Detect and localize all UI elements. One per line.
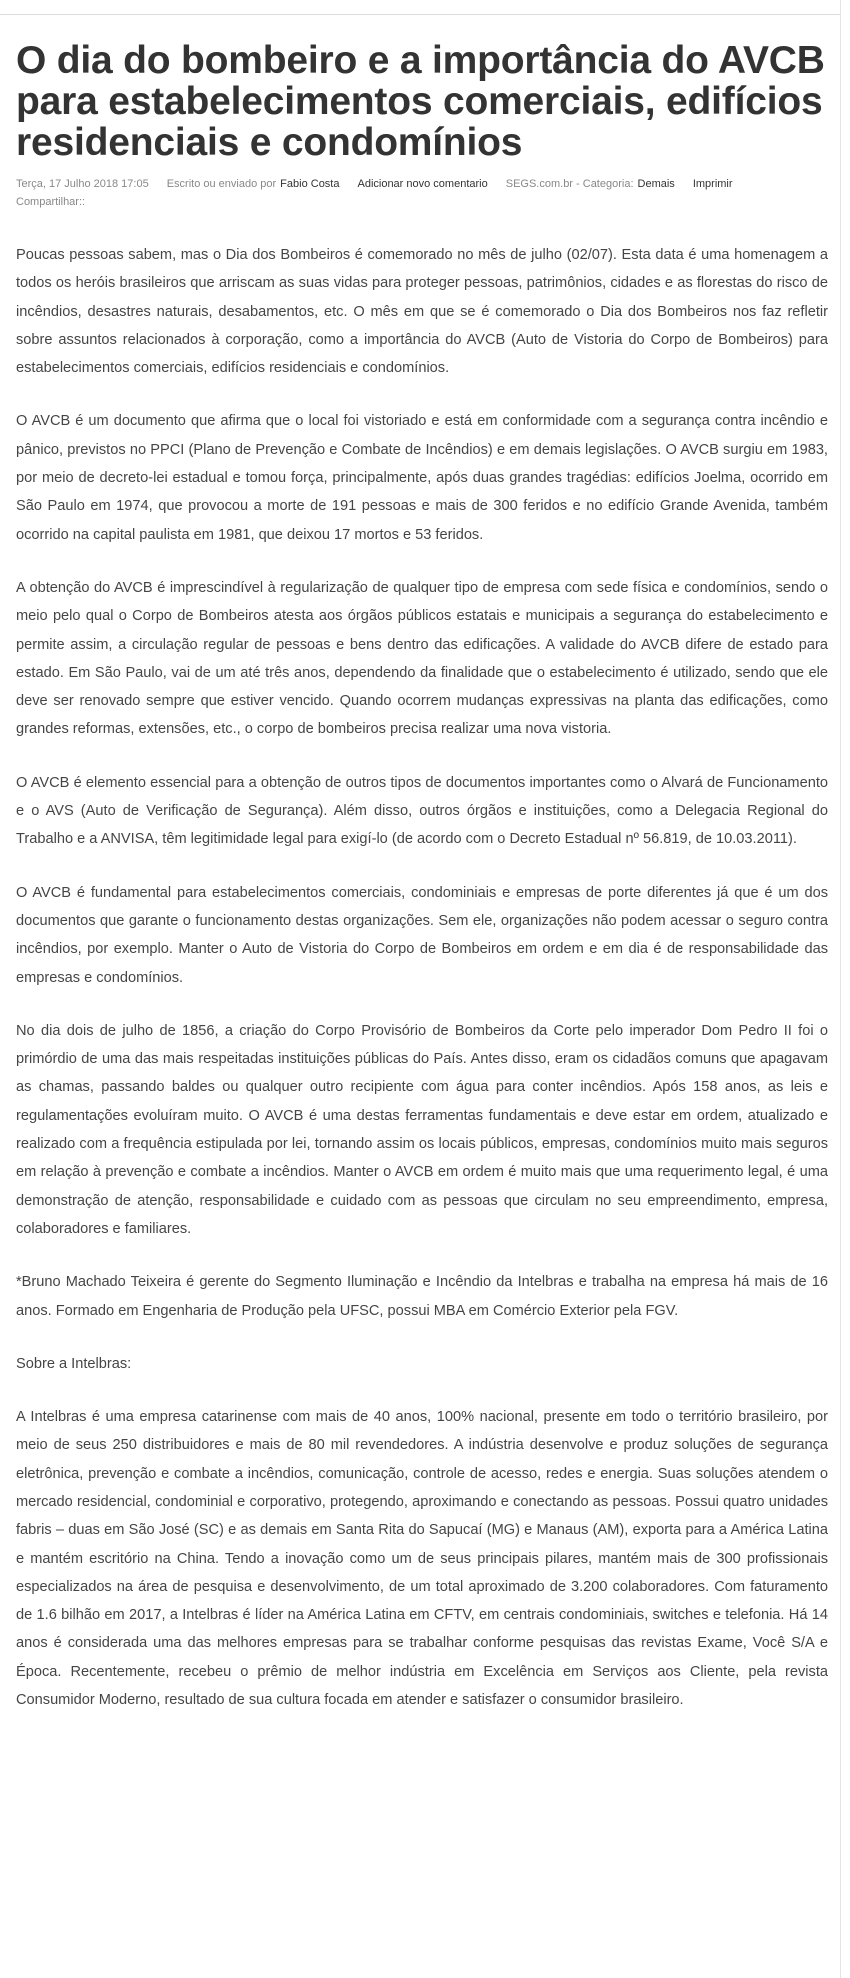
- article-meta: [16, 175, 828, 211]
- paragraph: Poucas pessoas sabem, mas o Dia dos Bombeiros é comemorado no mês de julho (02/07). Esta data é uma homenagem a todos os heróis brasileiros que arriscam as suas vidas para proteger pessoas, patrimônios, cidades e as florestas do risco de incêndios, desastres naturais, desabamentos, etc. O mês em que se é comemorado o Dia dos Bombeiros nos faz refletir sobre assuntos relacionados à corporação, como a importância do AVCB (Auto de Vistoria do Corpo de Bombeiros) para estabelecimentos comerciais, edifícios residenciais e condomínios.: [16, 247, 828, 377]
- meta-date: Terça, 17 Julho 2018 17:05: [16, 178, 149, 190]
- add-comment-link[interactable]: Adicionar novo comentario: [357, 178, 488, 190]
- meta-line-2: [16, 193, 828, 211]
- author-bio: *Bruno Machado Teixeira é gerente do Segmento Iluminação e Incêndio da Intelbras e trabalha na empresa há mais de 16 anos. Formado em Engenharia de Produção pela UFSC, possui MBA em Comércio Exterior pela FGV.: [16, 1274, 828, 1319]
- right-divider: [840, 0, 841, 1978]
- paragraph: A Intelbras é uma empresa catarinense com mais de 40 anos, 100% nacional, presente em todo o território brasileiro, por meio de seus 250 distribuidores e mais de 80 mil revendedores. A indústria desenvolve e produz soluções de segurança eletrônica, prevenção e combate a incêndios, comunicação, controle de acesso, redes e energia. Suas soluções atendem o mercado residencial, condominial e corporativo, protegendo, aproximando e conectando as pessoas. Possui quatro unidades fabris – duas em São José (SC) e as demais em Santa Rita do Sapucaí (MG) e Manaus (AM), exporta para a América Latina e mantém escritório na China. Tendo a inovação como um de seus principais pilares, mantém mais de 300 profissionais especializados na área de pesquisa e desenvolvimento, de um total aproximado de 3.200 colaboradores. Com faturamento de 1.6 bilhão em 2017, a Intelbras é líder na América Latina em CFTV, em centrais condominiais, switches e telefonia. Há 14 anos é considerada uma das melhores empresas para se trabalhar conforme pesquisas das revistas Exame, Você S/A e Época. Recentemente, recebeu o prêmio de melhor indústria em Excelência em Serviços aos Cliente, pela revista Consumidor Moderno, resultado de sua cultura focada em atender e satisfazer o consumidor brasileiro.: [16, 1409, 828, 1709]
- meta-site-category-label: SEGS.com.br - Categoria:: [505, 178, 634, 190]
- top-divider: [0, 0, 841, 15]
- print-link[interactable]: Imprimir: [692, 178, 733, 190]
- paragraph: O AVCB é elemento essencial para a obtenção de outros tipos de documentos importantes como o Alvará de Funcionamento e o AVS (Auto de Verificação de Segurança). Além disso, outros órgãos e instituições, como a Delegacia Regional do Trabalho e a ANVISA, têm legitimidade legal para exigí-lo (de acordo com o Decreto Estadual nº 56.819, de 10.03.2011).: [16, 774, 828, 848]
- about-heading: Sobre a Intelbras:: [16, 1355, 132, 1372]
- paragraph: A obtenção do AVCB é imprescindível à regularização de qualquer tipo de empresa com sede física e condomínios, sendo o meio pelo qual o Corpo de Bombeiros atesta aos órgãos públicos estatais e municipais a segurança do estabelecimento e permite assim, a circulação regular de pessoas e bens dentro das edificações. A validade do AVCB difere de estado para estado. Em São Paulo, vai de um até três anos, dependendo da finalidade que o estabelecimento é utilizado, sendo que ele deve ser renovado sempre que estiver vencido. Quando ocorrem mudanças expressivas na planta das edificações, como grandes reformas, extensões, etc., o corpo de bombeiros precisa realizar uma nova vistoria.: [16, 579, 828, 738]
- meta-line-1: [16, 175, 828, 193]
- paragraph: O AVCB é um documento que afirma que o local foi vistoriado e está em conformidade com a segurança contra incêndio e pânico, previstos no PPCI (Plano de Prevenção e Combate de Incêndios) e em demais legislações. O AVCB surgiu em 1983, por meio de decreto-lei estadual e tomou força, principalmente, após duas grandes tragédias: edifícios Joelma, ocorrido em São Paulo em 1974, que provocou a morte de 191 pessoas e mais de 300 feridos e no edifício Grande Avenida, também ocorrido na capital paulista em 1981, que deixou 17 mortos e 53 feridos.: [16, 413, 828, 543]
- article-title: O dia do bombeiro e a importância do AVCB para estabelecimentos comerciais, edifícios residenciais e condomínios: [16, 39, 825, 164]
- article: [16, 40, 828, 1739]
- share-label[interactable]: Compartilhar::: [16, 196, 86, 208]
- author-link[interactable]: Fabio Costa: [280, 178, 340, 190]
- paragraph: O AVCB é fundamental para estabelecimentos comerciais, condominiais e empresas de porte diferentes já que é um dos documentos que garante o funcionamento destas organizações. Sem ele, organizações não podem acessar o seguro contra incêndios, por exemplo. Manter o Auto de Vistoria do Corpo de Bombeiros em ordem e em dia é de responsabilidade das empresas e condomínios.: [16, 884, 828, 986]
- category-link[interactable]: Demais: [637, 178, 675, 190]
- meta-written-by-label: Escrito ou enviado por: [166, 178, 277, 190]
- paragraph: No dia dois de julho de 1856, a criação do Corpo Provisório de Bombeiros da Corte pelo imperador Dom Pedro II foi o primórdio de uma das mais respeitadas instituições públicas do País. Antes disso, eram os cidadãos comuns que apagavam as chamas, passando baldes ou qualquer outro recipiente com água para conter incêndios. Após 158 anos, as leis e regulamentações evoluíram muito. O AVCB é uma destas ferramentas fundamentais e deve estar em ordem, atualizado e realizado com a frequência estipulada por lei, tornando assim os locais públicos, empresas, condomínios muito mais seguros em relação à prevenção e combate a incêndios. Manter o AVCB em ordem é muito mais que uma requerimento legal, é uma demonstração de atenção, responsabilidade e cuidado com as pessoas que circulam no seu empreendimento, empresa, colaboradores e familiares.: [16, 1022, 828, 1237]
- article-body: [16, 241, 828, 1714]
